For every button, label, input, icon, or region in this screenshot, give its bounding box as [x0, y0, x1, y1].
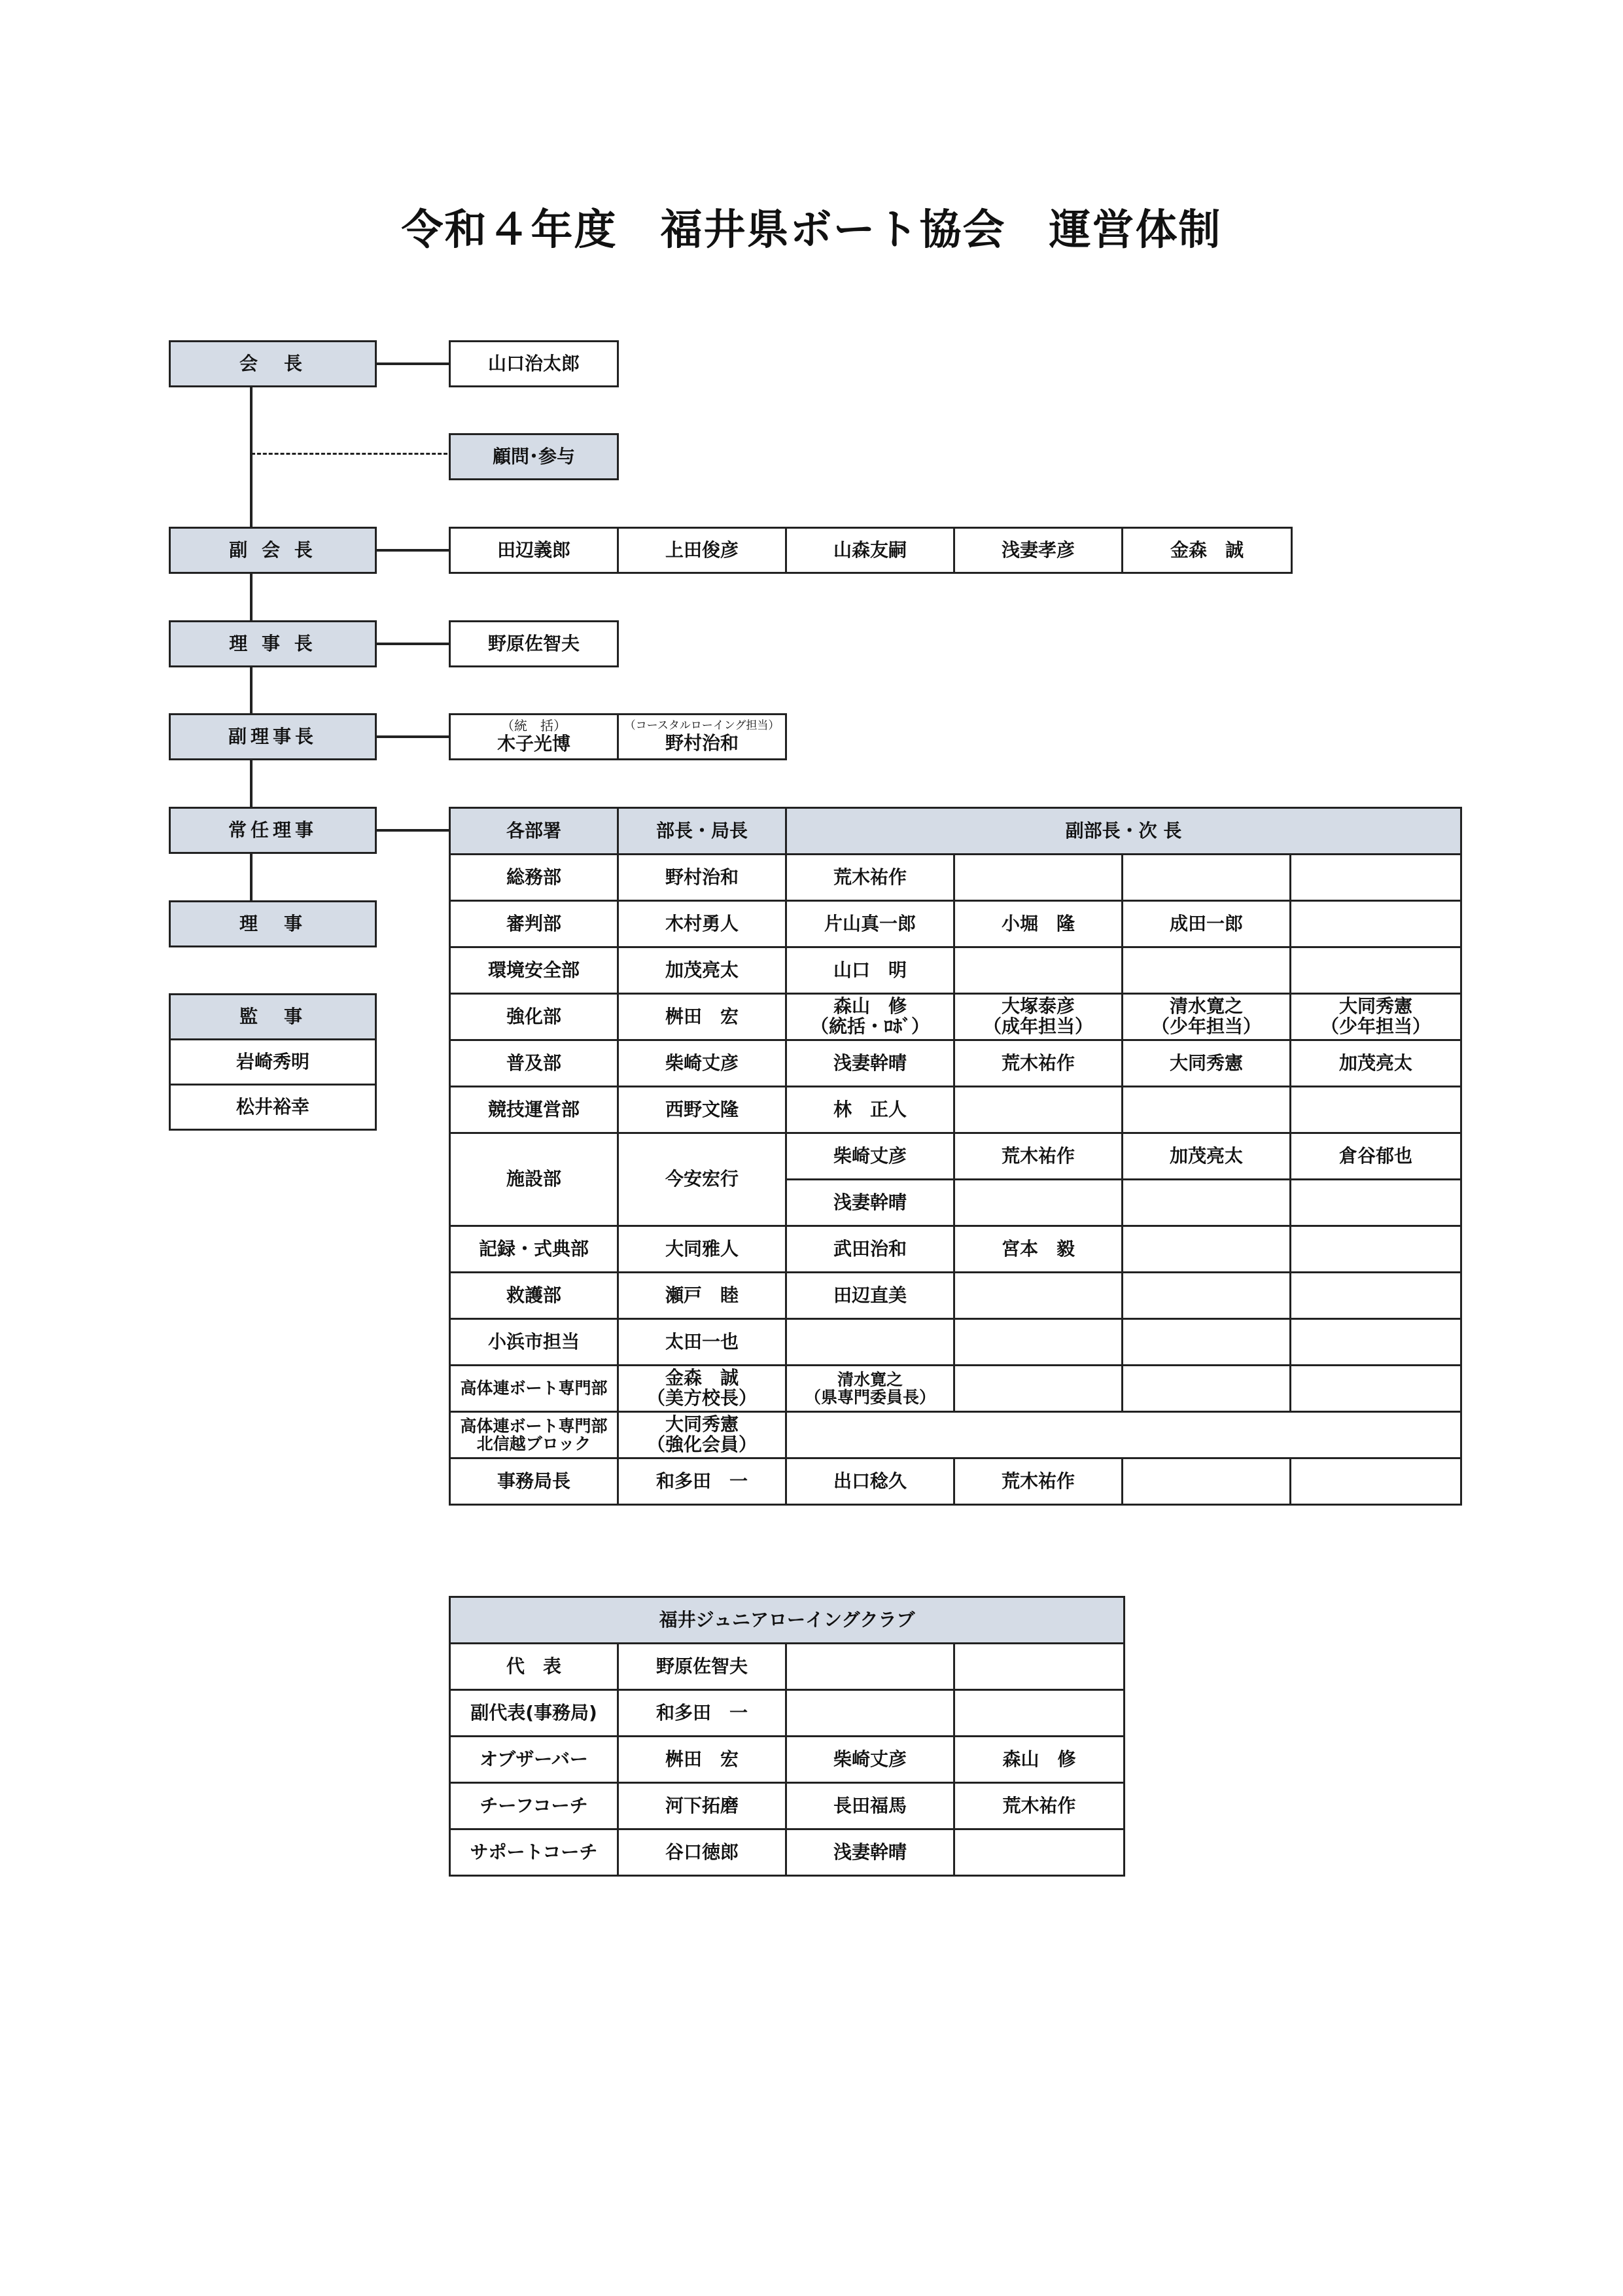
club-member [786, 1644, 954, 1690]
dept-deputy [1123, 1087, 1291, 1133]
club-member: 柴崎丈彦 [786, 1737, 954, 1783]
dept-deputy [1123, 1458, 1291, 1505]
dept-name: 総務部 [450, 855, 618, 901]
dept-deputy: 宮本 毅 [954, 1226, 1123, 1273]
table-row [450, 1133, 1461, 1180]
role-chairman: 理 事 長 [169, 620, 377, 667]
advisor-dashed-line [251, 453, 447, 455]
vice-chairman-1-note: （統 括） [501, 718, 567, 734]
club-role: オブザーバー [450, 1737, 618, 1783]
vice-chairman-2-note: （コースタルローイング担当） [624, 719, 780, 733]
dept-head: 加茂亮太 [618, 947, 786, 994]
dept-deputy: 荒木祐作 [954, 1040, 1123, 1087]
dept-name: 小浜市担当 [450, 1319, 618, 1366]
dept-head: 金森 誠 （美方校長） [618, 1366, 786, 1412]
dept-deputy [1123, 1319, 1291, 1366]
vice-chairman-1 [449, 713, 619, 760]
table-row [450, 1366, 1461, 1412]
role-vice-chairman: 副理事長 [169, 713, 377, 760]
dept-deputy [954, 947, 1123, 994]
table-row [450, 1087, 1461, 1133]
dept-deputy [1291, 1366, 1461, 1412]
role-president: 会 長 [169, 340, 377, 387]
dept-head: 木村勇人 [618, 901, 786, 947]
connector-vice-chairman [377, 735, 450, 738]
dept-name: 普及部 [450, 1040, 618, 1087]
club-member: 荒木祐作 [954, 1783, 1125, 1829]
role-executive-director: 常任理事 [169, 807, 377, 854]
president-name: 山口治太郎 [449, 340, 619, 387]
dept-head: 西野文隆 [618, 1087, 786, 1133]
dept-name: 救護部 [450, 1273, 618, 1319]
auditor-name-2: 松井裕幸 [169, 1084, 377, 1131]
club-member [954, 1690, 1125, 1737]
club-role: 代 表 [450, 1644, 618, 1690]
connector-executive-director [377, 829, 450, 832]
dept-head: 太田一也 [618, 1319, 786, 1366]
club-member: 和多田 一 [618, 1690, 786, 1737]
vice-chairman-2-name: 野村治和 [665, 732, 739, 754]
table-row [450, 901, 1461, 947]
dept-deputy [954, 1087, 1123, 1133]
dept-deputy: 出口稔久 [786, 1458, 954, 1505]
dept-deputy: 柴崎丈彦 [786, 1133, 954, 1180]
auditor-name-1: 岩崎秀明 [169, 1038, 377, 1086]
dept-deputy: 大同秀憲 [1123, 1040, 1291, 1087]
table-row [450, 1458, 1461, 1505]
dept-header-deputies: 副部長・次 長 [786, 808, 1461, 855]
dept-deputy-empty [786, 1412, 1461, 1458]
dept-name: 事務局長 [450, 1458, 618, 1505]
dept-head: 瀬戸 睦 [618, 1273, 786, 1319]
dept-deputy: 清水寛之 （県専門委員長） [786, 1366, 954, 1412]
club-member [954, 1829, 1125, 1876]
dept-name: 高体連ボート専門部 北信越ブロック [450, 1412, 618, 1458]
dept-name: 強化部 [450, 994, 618, 1040]
table-row [450, 1040, 1461, 1087]
table-row [450, 1644, 1125, 1690]
dept-deputy [1123, 1180, 1291, 1226]
dept-deputy [1123, 1273, 1291, 1319]
dept-deputy: 片山真一郎 [786, 901, 954, 947]
dept-name: 審判部 [450, 901, 618, 947]
dept-deputy [1291, 1087, 1461, 1133]
dept-deputy: 森山 修 （統括・ﾛﾎﾞ） [786, 994, 954, 1040]
table-row [450, 1412, 1461, 1458]
dept-deputy: 荒木祐作 [786, 855, 954, 901]
dept-deputy: 大同秀憲 （少年担当） [1291, 994, 1461, 1040]
dept-deputy: 荒木祐作 [954, 1133, 1123, 1180]
dept-deputy: 武田治和 [786, 1226, 954, 1273]
club-member: 森山 修 [954, 1737, 1125, 1783]
dept-deputy [1123, 855, 1291, 901]
club-title: 福井ジュニアローイングクラブ [450, 1597, 1125, 1644]
vice-president-name-2: 上田俊彦 [617, 527, 787, 574]
club-member [786, 1690, 954, 1737]
dept-deputy [1291, 1319, 1461, 1366]
dept-name: 環境安全部 [450, 947, 618, 994]
connector-chairman [377, 643, 450, 645]
dept-head: 和多田 一 [618, 1458, 786, 1505]
table-row [450, 994, 1461, 1040]
club-member: 長田福馬 [786, 1783, 954, 1829]
dept-header-head: 部長・局長 [618, 808, 786, 855]
dept-deputy [1291, 855, 1461, 901]
dept-deputy [954, 855, 1123, 901]
vice-president-name-1: 田辺義郎 [449, 527, 619, 574]
dept-deputy [954, 1273, 1123, 1319]
dept-head: 野村治和 [618, 855, 786, 901]
vice-president-name-3: 山森友嗣 [785, 527, 955, 574]
vice-chairman-2 [617, 713, 787, 760]
dept-head: 桝田 宏 [618, 994, 786, 1040]
vice-president-name-4: 浅妻孝彦 [953, 527, 1123, 574]
club-member: 河下拓磨 [618, 1783, 786, 1829]
table-row [450, 1273, 1461, 1319]
dept-head: 柴崎丈彦 [618, 1040, 786, 1087]
connector-vice-president [377, 549, 450, 552]
dept-deputy: 加茂亮太 [1123, 1133, 1291, 1180]
club-member: 浅妻幹晴 [786, 1829, 954, 1876]
dept-deputy [954, 1366, 1123, 1412]
dept-header-dept: 各部署 [450, 808, 618, 855]
dept-table [449, 807, 1462, 1506]
table-row [450, 1783, 1125, 1829]
vice-chairman-1-name: 木子光博 [497, 733, 570, 755]
dept-deputy [954, 1180, 1123, 1226]
dept-deputy: 大塚泰彦 （成年担当） [954, 994, 1123, 1040]
table-row [450, 1737, 1125, 1783]
table-row [450, 1319, 1461, 1366]
dept-deputy [1291, 1226, 1461, 1273]
dept-deputy [1123, 947, 1291, 994]
table-row [450, 1690, 1125, 1737]
club-member: 桝田 宏 [618, 1737, 786, 1783]
role-vice-president: 副 会 長 [169, 527, 377, 574]
dept-deputy [954, 1319, 1123, 1366]
page-title: 令和４年度 福井県ボート協会 運営体制 [401, 206, 1222, 255]
role-director: 理 事 [169, 900, 377, 947]
club-role: チーフコーチ [450, 1783, 618, 1829]
table-row [450, 1829, 1125, 1876]
club-table [449, 1596, 1125, 1877]
dept-deputy: 小堀 隆 [954, 901, 1123, 947]
dept-name: 記録・式典部 [450, 1226, 618, 1273]
dept-head: 今安宏行 [618, 1133, 786, 1226]
dept-deputy: 清水寛之 （少年担当） [1123, 994, 1291, 1040]
dept-deputy: 林 正人 [786, 1087, 954, 1133]
table-row [450, 947, 1461, 994]
dept-deputy: 荒木祐作 [954, 1458, 1123, 1505]
chairman-name: 野原佐智夫 [449, 620, 619, 667]
club-role: サポートコーチ [450, 1829, 618, 1876]
dept-name: 高体連ボート専門部 [450, 1366, 618, 1412]
connector-president [377, 362, 450, 365]
dept-deputy [1291, 1458, 1461, 1505]
dept-head: 大同雅人 [618, 1226, 786, 1273]
dept-deputy: 浅妻幹晴 [786, 1040, 954, 1087]
dept-deputy: 倉谷郁也 [1291, 1133, 1461, 1180]
table-row [450, 855, 1461, 901]
dept-deputy: 山口 明 [786, 947, 954, 994]
dept-head: 大同秀憲 （強化会員） [618, 1412, 786, 1458]
dept-deputy: 浅妻幹晴 [786, 1180, 954, 1226]
table-row [450, 1226, 1461, 1273]
dept-deputy: 成田一郎 [1123, 901, 1291, 947]
dept-deputy: 加茂亮太 [1291, 1040, 1461, 1087]
dept-name: 競技運営部 [450, 1087, 618, 1133]
dept-deputy [1291, 947, 1461, 994]
club-role: 副代表(事務局) [450, 1690, 618, 1737]
dept-deputy [1291, 1273, 1461, 1319]
dept-deputy [1291, 901, 1461, 947]
advisor-box: 顧問･参与 [449, 433, 619, 480]
dept-deputy [1291, 1180, 1461, 1226]
role-auditor: 監 事 [169, 993, 377, 1040]
dept-deputy [1123, 1366, 1291, 1412]
dept-deputy [786, 1319, 954, 1366]
vice-president-name-5: 金森 誠 [1121, 527, 1293, 574]
dept-name: 施設部 [450, 1133, 618, 1226]
club-member: 野原佐智夫 [618, 1644, 786, 1690]
club-member: 谷口徳郎 [618, 1829, 786, 1876]
club-member [954, 1644, 1125, 1690]
dept-deputy [1123, 1226, 1291, 1273]
dept-deputy: 田辺直美 [786, 1273, 954, 1319]
